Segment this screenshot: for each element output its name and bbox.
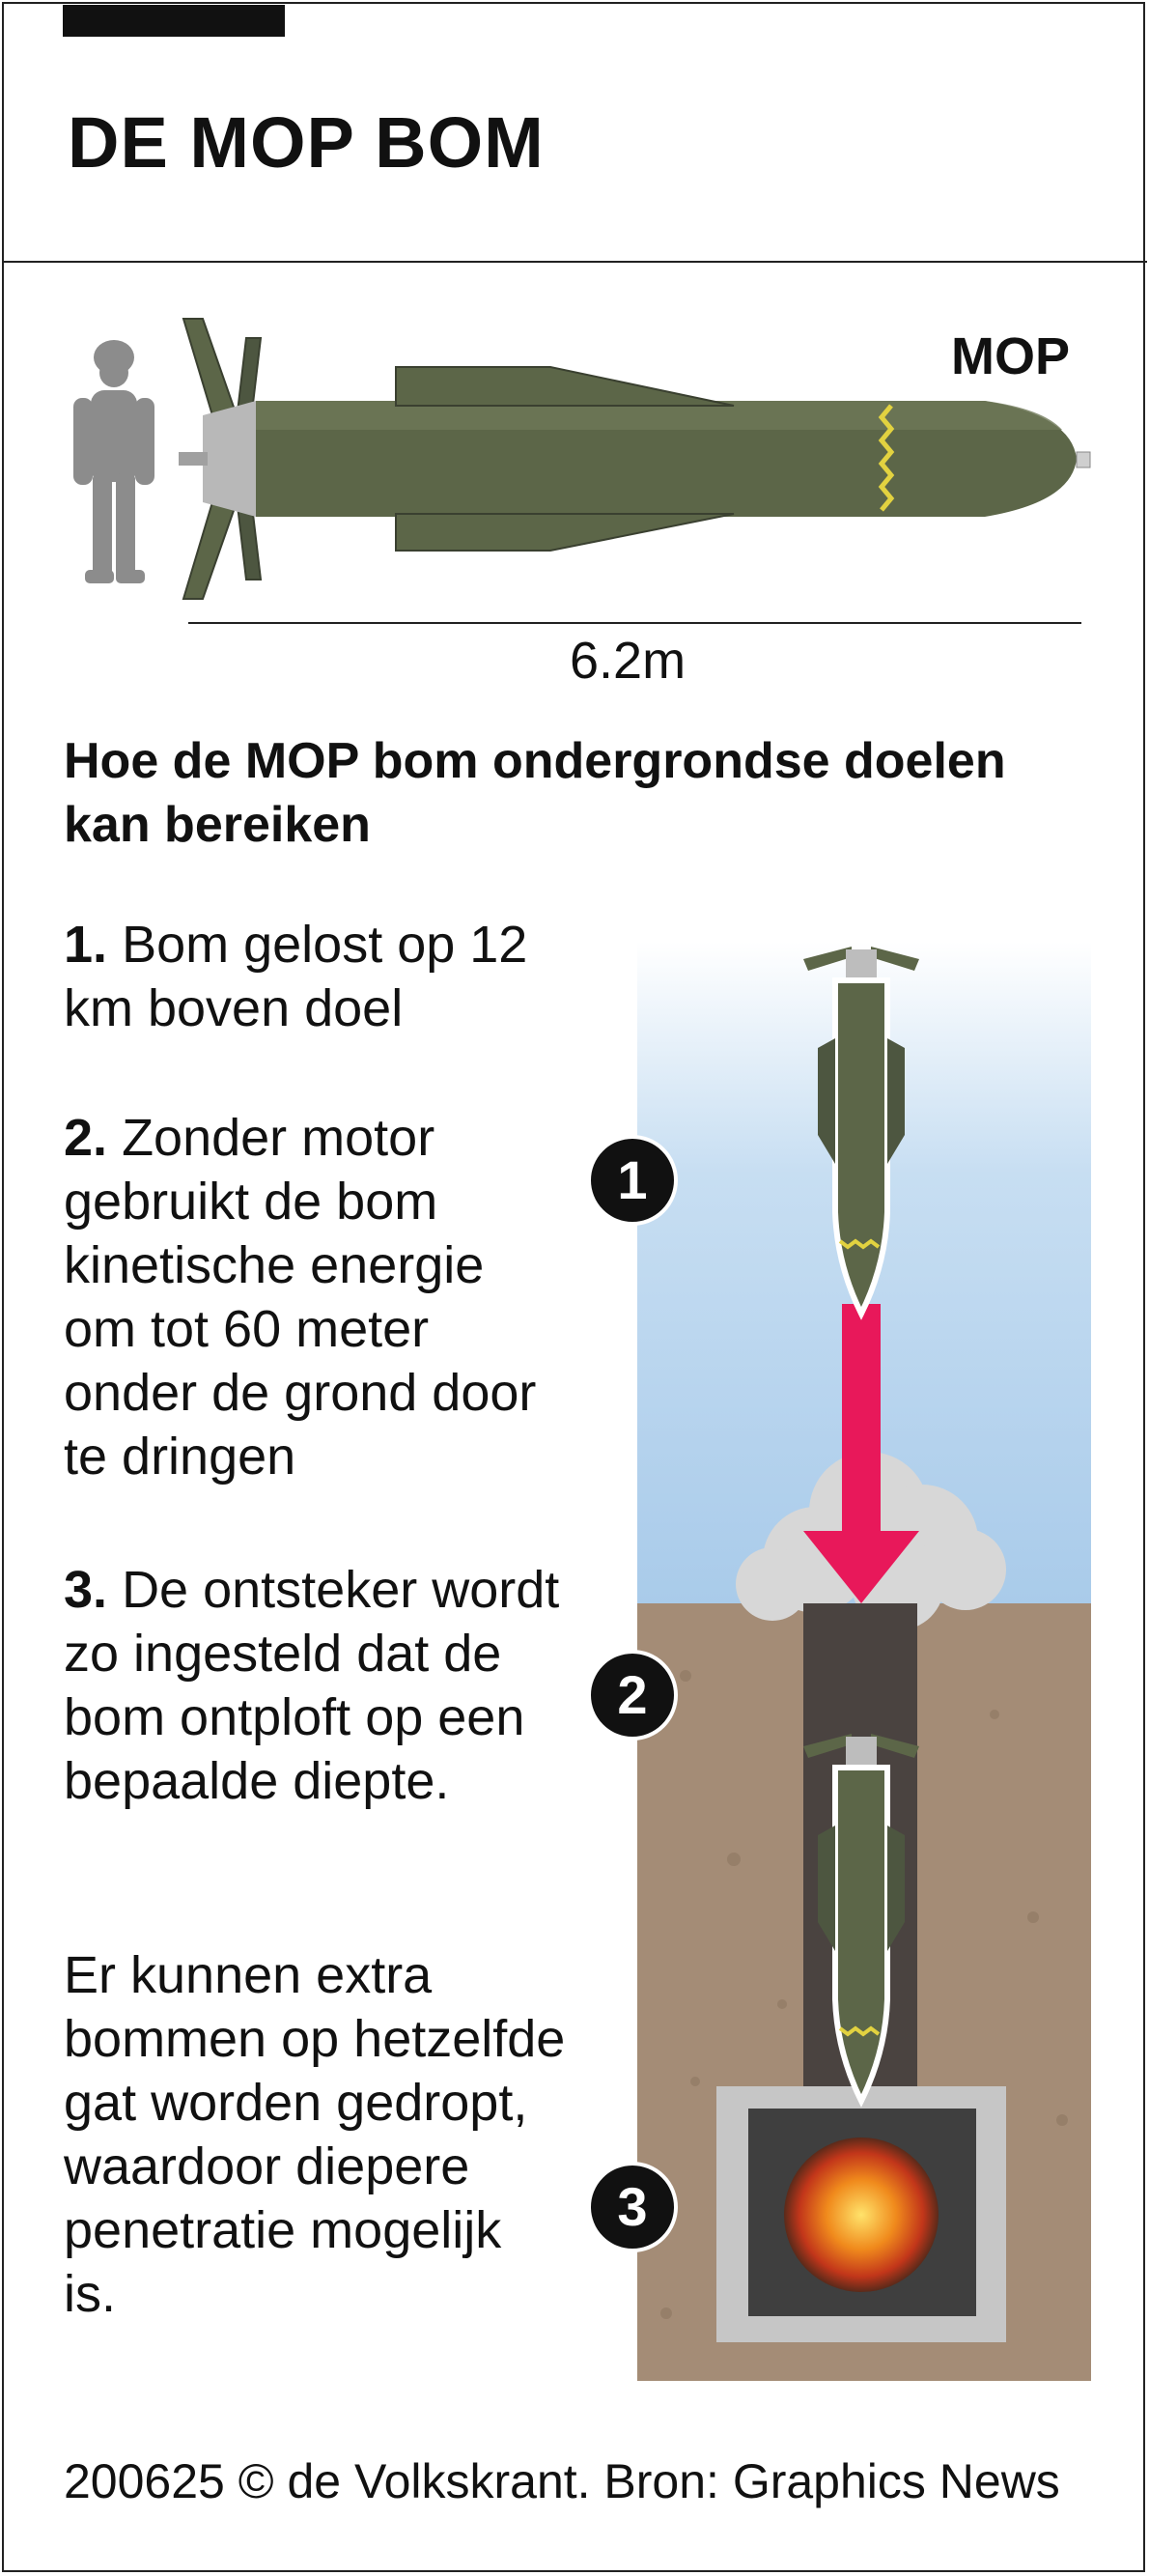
- step-text: De ontsteker wordt zo ingesteld dat de bom ontploft op een bepaalde diepte.: [64, 1561, 560, 1810]
- step-number: 2.: [64, 1109, 108, 1167]
- step-note: [64, 1943, 566, 2326]
- step-text: Zonder motor gebruikt de bom kinetische energie om tot 60 meter onder de grond door te dringen: [64, 1109, 537, 1486]
- mop-label: MOP: [951, 327, 1071, 385]
- step-2: [64, 1106, 566, 1488]
- step-3: [64, 1558, 566, 1813]
- side-view-illustration: [58, 309, 1101, 618]
- step-text: Er kunnen extra bommen op hetzelfde gat worden gedropt, waardoor diepere penetratie mogelijk is.: [64, 1946, 566, 2323]
- source-credit: 200625 © de Volkskrant. Bron: Graphics News: [64, 2454, 1060, 2508]
- penetration-illustration: [579, 942, 1101, 2410]
- header-divider: [2, 261, 1147, 263]
- marker-1-label: 1: [617, 1149, 648, 1210]
- step-number: 1.: [64, 916, 108, 974]
- page-title: DE MOP BOM: [68, 102, 545, 183]
- step-number: 3.: [64, 1561, 108, 1619]
- step-1: [64, 913, 566, 1040]
- marker-3: [589, 2164, 676, 2250]
- marker-2-label: 2: [617, 1664, 648, 1725]
- header-bar: [63, 5, 285, 37]
- marker-3-label: 3: [617, 2176, 648, 2237]
- marker-1: [589, 1137, 676, 1224]
- length-scale-line: [188, 622, 1081, 624]
- marker-2: [589, 1652, 676, 1739]
- length-label: 6.2m: [570, 632, 687, 690]
- soldier-silhouette-icon: [73, 340, 154, 583]
- explosion-icon: [784, 2137, 939, 2292]
- section-subtitle: Hoe de MOP bom ondergrondse doelen kan bereiken: [64, 733, 1006, 853]
- step-text: Bom gelost op 12 km boven doel: [64, 916, 528, 1037]
